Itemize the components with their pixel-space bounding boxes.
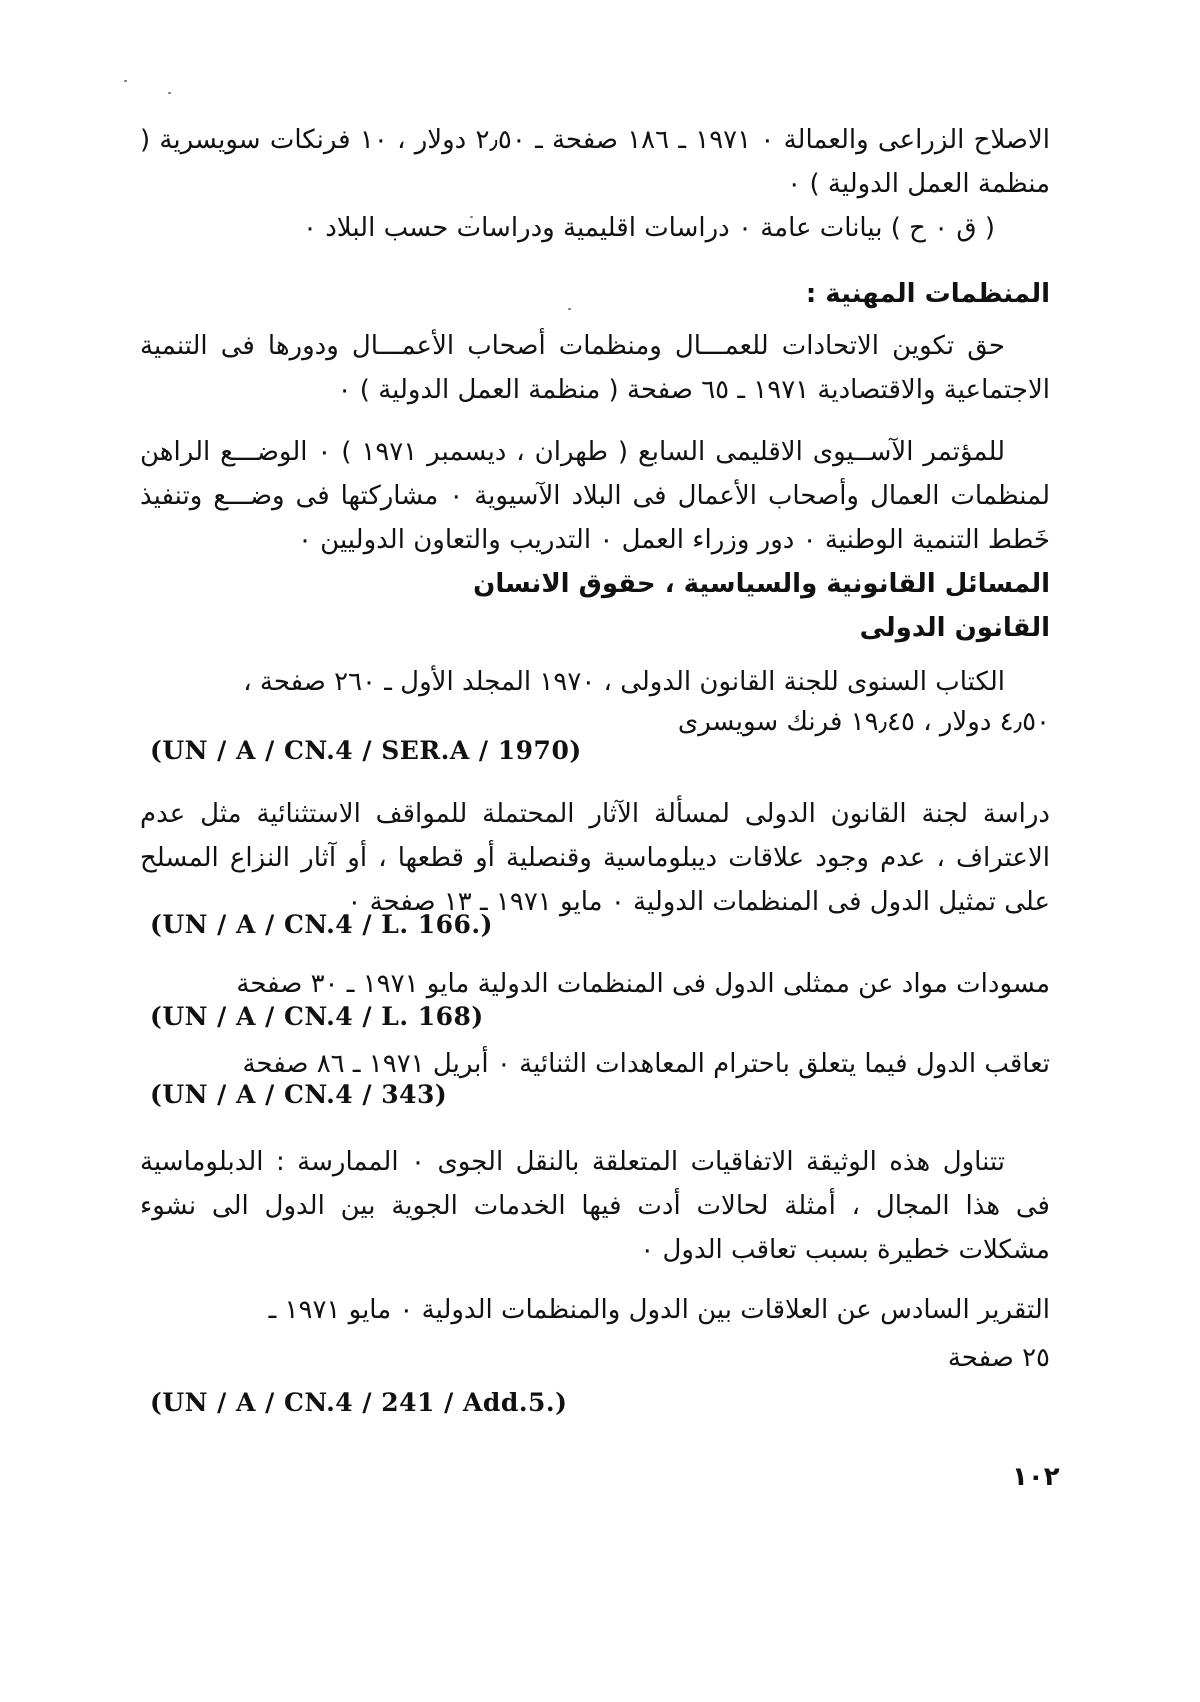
entry-text <box>140 792 1050 924</box>
entry-line: الاجتماعية والاقتصادية ١٩٧١ ـ ٦٥ صفحة ( منظمة العمل الدولية ) ٠ <box>337 375 1050 405</box>
scan-speck <box>168 92 171 94</box>
entry-line: ٤٫٥٠ دولار ، ١٩٫٤٥ فرنك سويسرى <box>677 707 1050 737</box>
scan-speck <box>568 308 571 310</box>
entry-line: خطيرة بسبب تعاقب الدول ٠ <box>640 1235 951 1265</box>
document-symbol: (UN / A / CN.4 / L. 168) <box>150 1002 484 1031</box>
section-heading: المنظمات المهنية : <box>805 279 1050 309</box>
entry-line: الراهن لمنظمات العمال وأصحاب الأعمال فى البلاد الآسيوية ٠ مشاركتها فى وضـــع <box>140 437 1050 511</box>
entry-line: سويسرية ( منظمة العمل الدولية ) ٠ <box>140 125 1050 199</box>
entry-line: للمؤتمر الآســيوى الاقليمى السابع ( طهران ، ديسمبر ١٩٧١ ) ٠ الوضـــع <box>220 437 1005 467</box>
entry-line: الاصلاح الزراعى والعمالة ٠ ١٩٧١ ـ ١٨٦ صفحة ـ ٢٫٥٠ دولار ، ١٠ فرنكات <box>269 125 1051 155</box>
entry-line: الاعتراف ، عدم وجود علاقات ديبلوماسية وقنصلية أو قطعها ، أو آثار النزاع المسلح <box>140 843 1050 873</box>
entry-line: تتناول هذه الوثيقة الاتفاقيات المتعلقة بالنقل الجوى ٠ الممارسة : الدبلوماسية <box>140 1147 1005 1177</box>
entry-note: ( ق ٠ ح ) بيانات عامة ٠ دراسات اقليمية ودراسات حسب البلاد ٠ <box>303 213 995 243</box>
document-symbol: (UN / A / CN.4 / L. 166.) <box>150 910 493 939</box>
entry-line: وتنفيذ خَطط التنمية الوطنية ٠ دور وزراء العمل ٠ التدريب والتعاون الدوليين ٠ <box>140 481 1050 555</box>
document-symbol: (UN / A / CN.4 / 343) <box>150 1080 448 1109</box>
scan-speck <box>124 80 127 82</box>
entry-text <box>140 118 1050 206</box>
entry-text <box>140 1140 1050 1272</box>
entry-line: تعاقب الدول فيما يتعلق باحترام المعاهدات الثنائية ٠ أبريل ١٩٧١ ـ ٨٦ صفحة <box>242 1049 1050 1079</box>
entry-line: مسودات مواد عن ممثلى الدول فى المنظمات الدولية مايو ١٩٧١ ـ ٣٠ صفحة <box>236 969 1050 999</box>
subsection-heading: القانون الدولى <box>859 613 1050 643</box>
entry-line: فى هذا المجال ، أمثلة لحالات أدت فيها الخدمات الجوية بين الدول الى نشوء مشكلات <box>140 1191 1050 1265</box>
entry-line: حق تكوين الاتحادات للعمـــال ومنظمات أصحاب الأعمـــال ودورها فى التنمية <box>140 331 1005 361</box>
section-heading: المسائل القانونية والسياسية ، حقوق الانسان <box>473 569 1050 599</box>
entry-line: دراسة لجنة القانون الدولى لمسألة الآثار المحتملة للمواقف الاستثنائية مثل عدم <box>140 799 1050 829</box>
document-symbol: (UN / A / CN.4 / SER.A / 1970) <box>150 736 582 765</box>
entry-line: التقرير السادس عن العلاقات بين الدول والمنظمات الدولية ٠ مايو ١٩٧١ ـ <box>268 1295 1050 1325</box>
page-number: ١٠٢ <box>1012 1462 1060 1492</box>
entry-text <box>140 324 1050 412</box>
entry-line: على تمثيل الدول فى المنظمات الدولية ٠ مايو ١٩٧١ ـ ١٣ صفحة ٠ <box>347 887 1050 917</box>
document-symbol: (UN / A / CN.4 / 241 / Add.5.) <box>150 1388 568 1417</box>
entry-line: ٢٥ صفحة <box>947 1343 1050 1373</box>
entry-text <box>140 430 1050 562</box>
entry-line: الكتاب السنوى للجنة القانون الدولى ، ١٩٧٠ المجلد الأول ـ ٢٦٠ صفحة ، <box>243 667 1005 697</box>
